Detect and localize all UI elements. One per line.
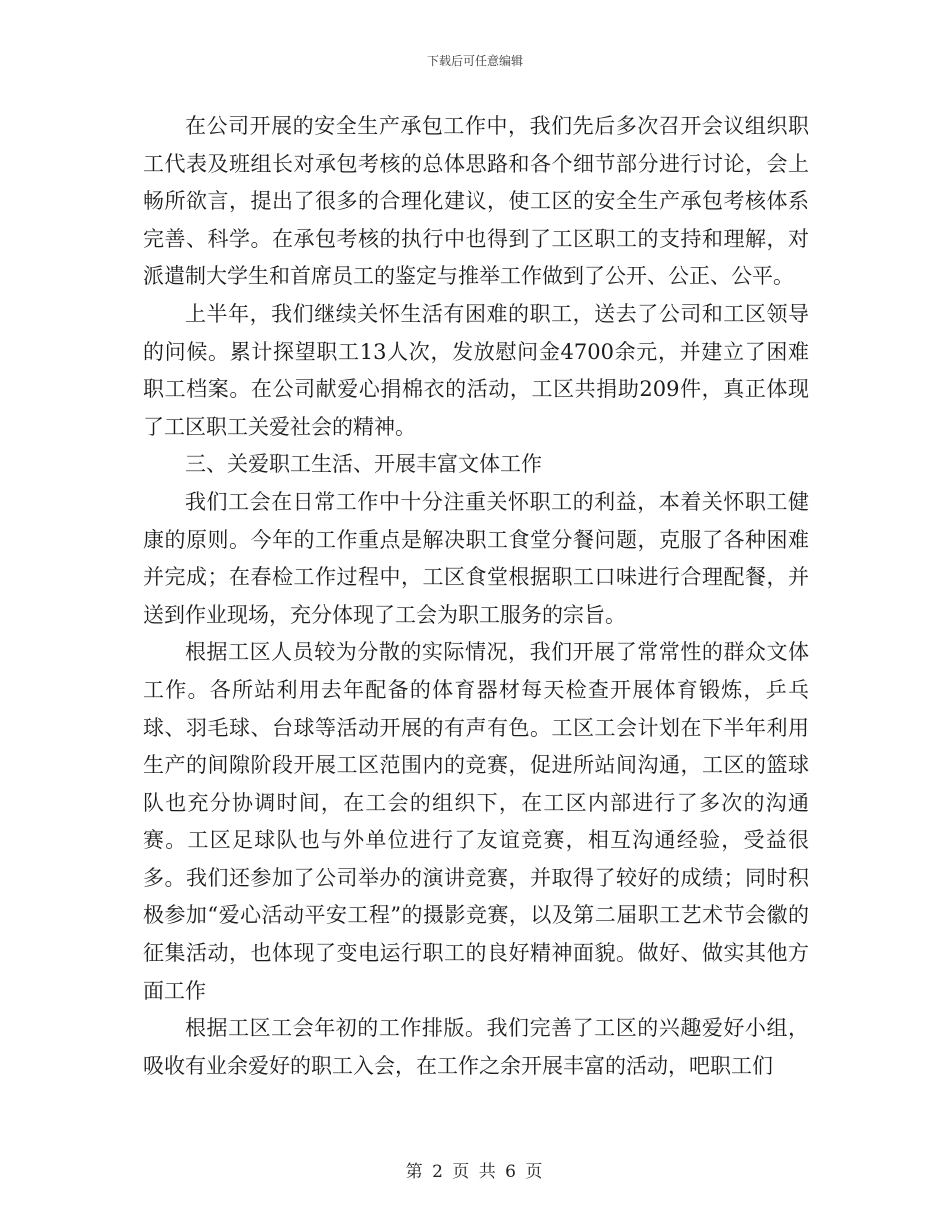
page-header-note: 下载后可任意编辑 [426, 54, 523, 68]
paragraph-canteen: 我们工会在日常工作中十分注重关怀职工的利益，本着关怀职工健康的原则。今年的工作重点是解决职工食堂分餐问题，克服了各种困难并完成；在春检工作过程中，工区食堂根据职工口味进行合理配餐，并送到作业现场，充分体现了工会为职工服务的宗旨。 [143, 489, 809, 627]
page-number-footer: 第 2 页 共 6 页 [405, 1162, 545, 1182]
paragraph-interest-groups: 根据工区工会年初的工作排版。我们完善了工区的兴趣爱好小组，吸收有业余爱好的职工入会，在工作之余开展丰富的活动，吧职工们 [143, 1016, 809, 1078]
paragraph-safety-contract: 在公司开展的安全生产承包工作中，我们先后多次召开会议组织职工代表及班组长对承包考核的总体思路和各个细节部分进行讨论，会上畅所欲言，提出了很多的合理化建议，使工区的安全生产承包考核体系完善、科学。在承包考核的执行中也得到了工区职工的支持和理解，对派遣制大学生和首席员工的鉴定与推举工作做到了公开、公正、公平。 [143, 114, 809, 289]
paragraph-sports-culture: 根据工区人员较为分散的实际情况，我们开展了常常性的群众文体工作。各所站利用去年配备的体育器材每天检查开展体育锻炼，乒乓球、羽毛球、台球等活动开展的有声有色。工区工会计划在下半年利用生产的间隙阶段开展工区范围内的竞赛，促进所站间沟通，工区的篮球队也充分协调时间，在工会的组织下，在工区内部进行了多次的沟通赛。工区足球队也与外单位进行了友谊竞赛，相互沟通经验，受益很多。我们还参加了公司举办的演讲竞赛，并取得了较好的成绩；同时积极参加“爱心活动平安工程”的摄影竞赛，以及第二届职工艺术节会徽的征集活动，也体现了变电运行职工的良好精神面貌。做好、做实其他方面工作 [143, 640, 809, 1003]
document-body [143, 108, 809, 1085]
section-heading-three: 三、关爱职工生活、开展丰富文体工作 [185, 452, 542, 477]
paragraph-care-staff: 上半年，我们继续关怀生活有困难的职工，送去了公司和工区领导的问候。累计探望职工13人次，发放慰问金4700余元，并建立了困难职工档案。在公司献爱心捐棉衣的活动，工区共捐助209件，真正体现了工区职工关爱社会的精神。 [143, 301, 809, 439]
